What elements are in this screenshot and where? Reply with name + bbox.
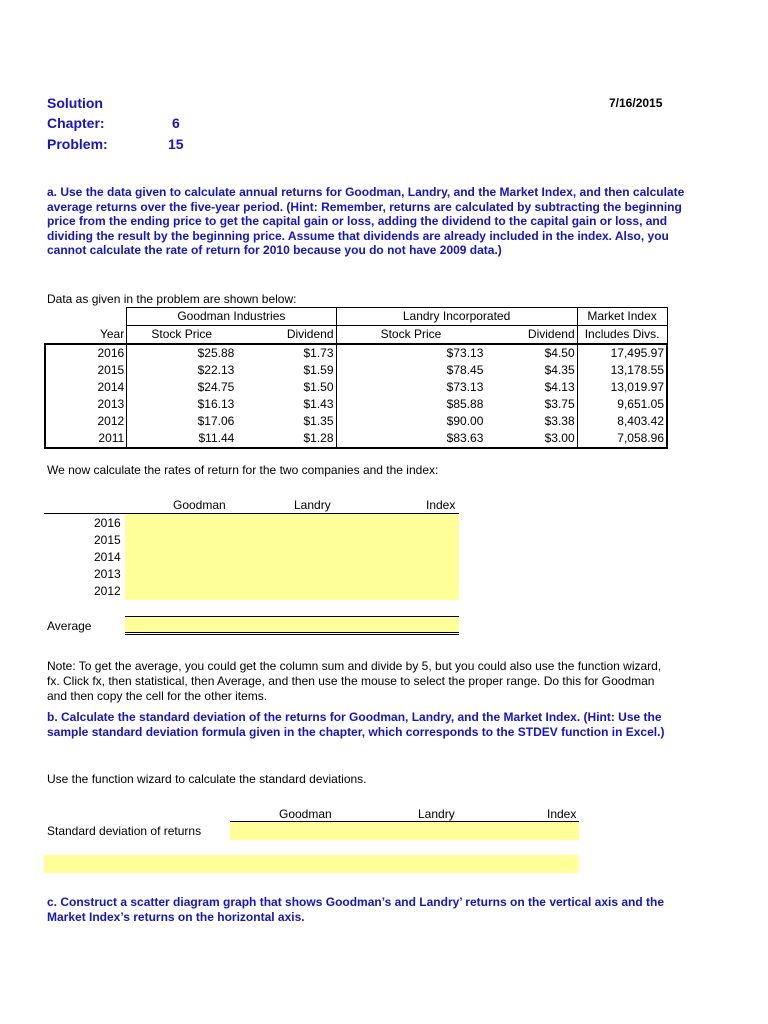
cell-g-div: $1.73 (236, 344, 336, 362)
cell-l-price: $85.88 (446, 397, 484, 411)
cell-l-div: $3.75 (485, 396, 577, 413)
stdev-row-label: Standard deviation of returns (47, 824, 202, 838)
cell-index: 9,651.05 (617, 397, 664, 411)
cell-g-price: $24.75 (127, 379, 237, 396)
col-year-header: Year (45, 326, 127, 345)
col-g-div-header: Dividend (236, 326, 336, 345)
group-index-header: Market Index (577, 308, 667, 326)
returns-col-goodman: Goodman (173, 498, 226, 512)
cell-year: 2016 (97, 346, 125, 360)
table-row (45, 430, 667, 448)
part-b-question: b. Calculate the standard deviation of the returns for Goodman, Landry, and the Market Index. (Hint: Use the sample standard deviation formula given in the chapter, which corresponds to the STDEV function in Excel.) (47, 710, 665, 739)
cell-l-div: $4.50 (485, 344, 577, 362)
table-column-header-row (45, 326, 667, 345)
cell-index: 13,019.97 (610, 380, 664, 394)
cell-l-price: $78.45 (446, 363, 484, 377)
returns-year-label: 2015 (94, 533, 121, 547)
group-landry-header: Landry Incorporated (336, 308, 577, 326)
cell-l-div: $4.35 (485, 362, 577, 379)
average-input-row[interactable] (125, 617, 459, 632)
cell-g-price: $25.88 (127, 344, 237, 362)
stock-data-table (44, 307, 668, 449)
group-goodman-header: Goodman Industries (127, 308, 336, 326)
extra-input-row[interactable] (44, 855, 579, 873)
chapter-label: Chapter: (47, 115, 105, 131)
cell-year: 2015 (97, 363, 125, 377)
table-group-header-row (45, 308, 667, 326)
col-l-price-header: Stock Price (336, 326, 485, 345)
cell-g-div: $1.50 (236, 379, 336, 396)
table-row (45, 396, 667, 413)
cell-l-price: $90.00 (446, 414, 484, 428)
returns-col-landry: Landry (294, 498, 331, 512)
cell-l-price: $73.13 (446, 346, 484, 360)
average-bottom-line-2 (125, 634, 459, 635)
returns-input-area[interactable] (125, 514, 459, 600)
cell-g-div: $1.28 (236, 430, 336, 448)
cell-index: 8,403.42 (617, 414, 664, 428)
stdev-input-row[interactable] (230, 822, 579, 840)
cell-g-price: $16.13 (127, 396, 237, 413)
table-row (45, 362, 667, 379)
cell-index: 17,495.97 (610, 346, 664, 360)
average-note: Note: To get the average, you could get the column sum and divide by 5, but you could also use the function wizard, fx. Click fx, then statistical, then Average, and then use the mouse to select the proper range. Do this for Goodman and then copy the cell for the other items. (47, 659, 662, 703)
cell-g-price: $17.06 (127, 413, 237, 430)
cell-index: 13,178.55 (610, 363, 664, 377)
cell-l-price: $83.63 (446, 431, 484, 445)
col-g-price-header: Stock Price (127, 326, 237, 345)
cell-g-price: $11.44 (127, 430, 237, 448)
cell-g-div: $1.35 (236, 413, 336, 430)
problem-value: 15 (168, 136, 184, 152)
returns-year-label: 2012 (94, 584, 121, 598)
cell-g-div: $1.43 (236, 396, 336, 413)
average-label: Average (47, 619, 92, 633)
col-l-div-header: Dividend (485, 326, 577, 345)
cell-year: 2011 (98, 431, 125, 445)
returns-col-index: Index (426, 498, 456, 512)
cell-l-div: $4.13 (485, 379, 577, 396)
returns-year-label: 2016 (94, 516, 121, 530)
table-row (45, 413, 667, 430)
stdev-intro: Use the function wizard to calculate the standard deviations. (47, 772, 367, 786)
part-c-question: c. Construct a scatter diagram graph that shows Goodman’s and Landry’ returns on the vertical axis and the Market Index’s returns on the horizontal axis. (47, 895, 665, 924)
cell-year: 2013 (97, 397, 125, 411)
cell-g-div: $1.59 (236, 362, 336, 379)
date-cell: 7/16/2015 (609, 96, 663, 110)
stdev-col-goodman: Goodman (279, 807, 332, 821)
col-index-header: Includes Divs. (577, 326, 667, 345)
problem-label: Problem: (47, 136, 108, 152)
stdev-col-index: Index (547, 807, 577, 821)
cell-year: 2012 (97, 414, 125, 428)
data-intro: Data as given in the problem are shown below: (47, 292, 297, 306)
average-bottom-line-1 (125, 632, 459, 633)
chapter-value: 6 (172, 115, 180, 131)
solution-heading: Solution (47, 95, 103, 111)
returns-year-label: 2013 (94, 567, 121, 581)
cell-year: 2014 (97, 380, 125, 394)
table-row (45, 379, 667, 396)
cell-l-price: $73.13 (446, 380, 484, 394)
cell-g-price: $22.13 (127, 362, 237, 379)
part-a-question: a. Use the data given to calculate annual returns for Goodman, Landry, and the Market Index, and then calculate average returns over the five-year period. (Hint: Remember, returns are calculated by subtracting the beginning price from the ending price to get the capital gain or loss, adding the dividend to the capital gain or loss, and dividing the result by the beginning price. Assume that dividends are already included in the index. Also, you cannot calculate the rate of return for 2010 because you do not have 2009 data.) (47, 185, 685, 257)
table-row (45, 344, 667, 362)
cell-l-div: $3.00 (485, 430, 577, 448)
stdev-col-landry: Landry (418, 807, 455, 821)
returns-year-label: 2014 (94, 550, 121, 564)
cell-l-div: $3.38 (485, 413, 577, 430)
cell-index: 7,058.96 (617, 431, 664, 445)
returns-intro: We now calculate the rates of return for the two companies and the index: (47, 463, 439, 477)
